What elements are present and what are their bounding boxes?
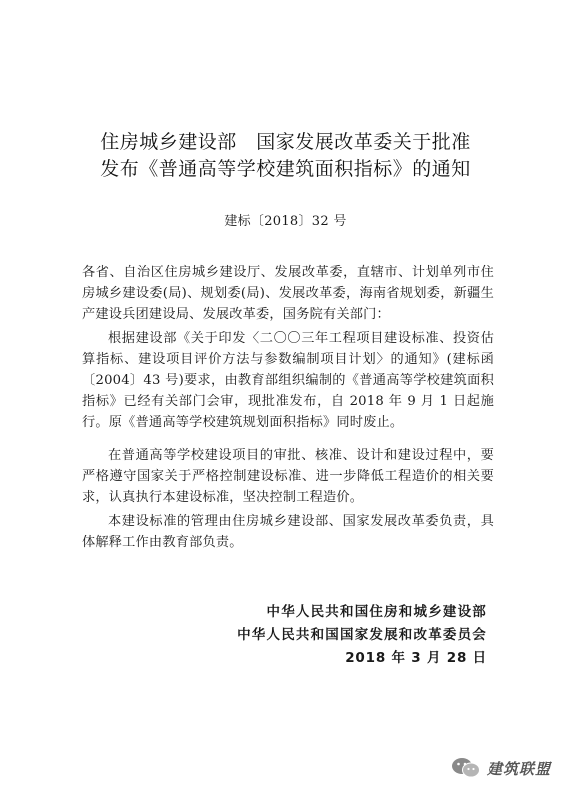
body-paragraph-1: 根据建设部《关于印发〈二〇〇三年工程项目建设标准、投资估算指标、建设项目评价方法与参数编制项目计划〉的通知》(建标函〔2004〕43 号)要求，由教育部组织编制的《普通高等学校建筑面积指标》已经有关部门会审，现批准发布，自 2018 年 9 月 1 日起施行。原《普通高等学校建筑规划面积指标》同时废止。 — [82, 331, 494, 430]
watermark-text: 建筑联盟 — [486, 759, 551, 778]
body-paragraph-2: 在普通高等学校建设项目的审批、核准、设计和建设过程中，要严格遵守国家关于严格控制建设标准、进一步降低工程造价的相关要求，认真执行本建设标准，坚决控制工程造价。 — [82, 448, 494, 505]
issue-date: 2018 年 3 月 28 日 — [345, 650, 487, 666]
document-title-line-2: 发布《普通高等学校建筑面积指标》的通知 — [100, 158, 471, 180]
watermark — [451, 757, 551, 779]
document-title-line-1: 住房城乡建设部 国家发展改革委关于批准 — [100, 131, 471, 153]
wechat-icon — [451, 757, 481, 779]
addressee-paragraph: 各省、自治区住房城乡建设厅、发展改革委，直辖市、计划单列市住房城乡建设委(局)、规划委(局)、发展改革委，海南省规划委，新疆生产建设兵团建设局、发展改革委，国务院有关部门： — [82, 265, 494, 322]
document-number: 建标〔2018〕32 号 — [224, 214, 347, 229]
signatory-development-commission: 中华人民共和国国家发展和改革委员会 — [237, 627, 487, 643]
body-paragraph-3: 本建设标准的管理由住房城乡建设部、国家发展改革委负责，具体解释工作由教育部负责。 — [82, 514, 494, 550]
signatory-housing-ministry: 中华人民共和国住房和城乡建设部 — [266, 604, 487, 620]
